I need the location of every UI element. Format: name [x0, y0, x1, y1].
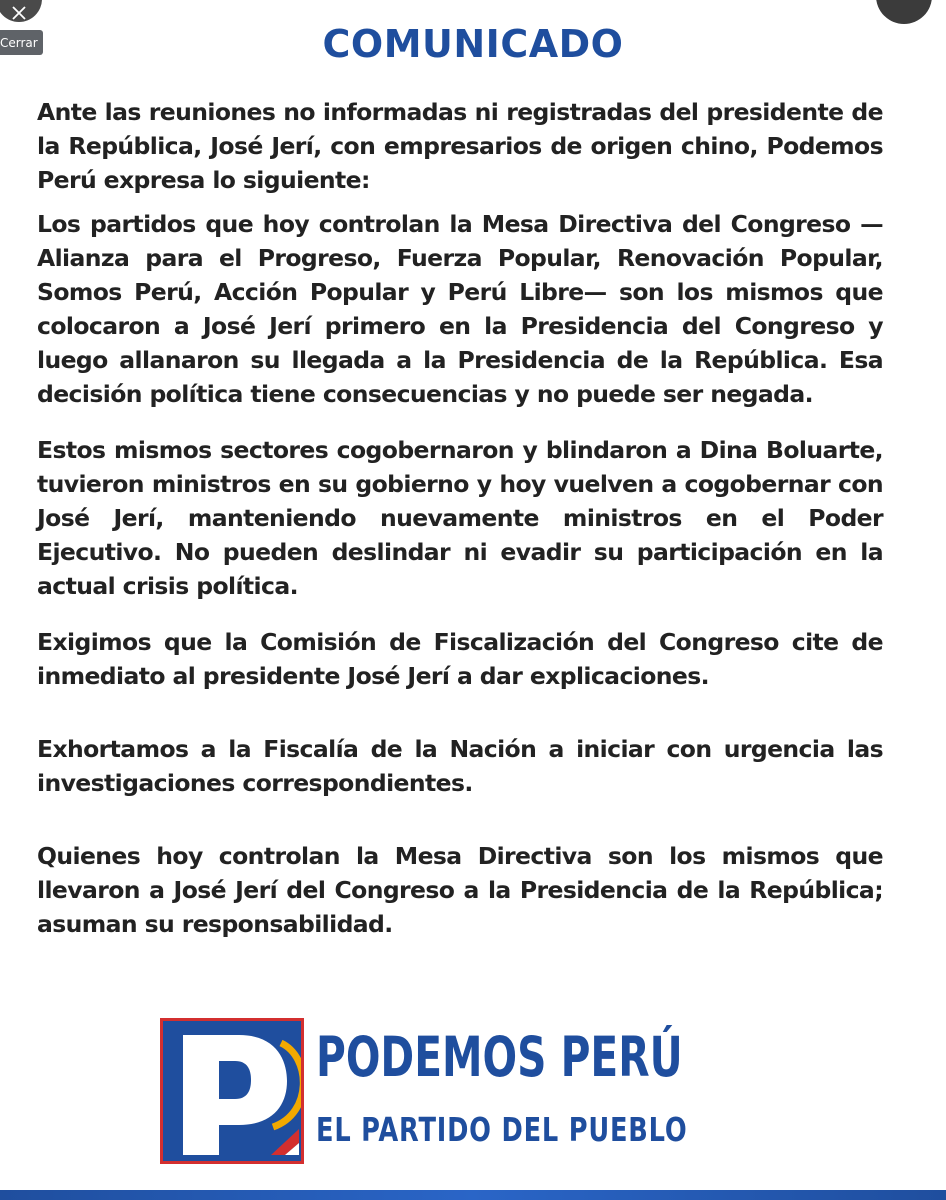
podemos-peru-logo: [160, 1018, 304, 1164]
paragraph-mesa-directiva: Los partidos que hoy controlan la Mesa Directiva del Congreso —Alianza para el Progreso, Fuerza Popular, Renovación Popular, Somos Perú, Acción Popular y Perú Libre— son los mismos que colocaron a José Jerí primero en la Presidencia del Congreso y luego allanaron su llegada a la Presidencia de la República. Esa decisión política tiene consecuencias y no puede ser negada.: [37, 210, 883, 408]
viewer-overlay-button[interactable]: [876, 0, 932, 24]
paragraph-fiscalia: Exhortamos a la Fiscalía de la Nación a iniciar con urgencia las investigaciones correspondientes.: [37, 735, 883, 797]
document-body: [37, 95, 883, 941]
close-tooltip: Cerrar: [0, 30, 43, 55]
document-title: COMUNICADO: [322, 22, 624, 66]
paragraph-cogobierno: Estos mismos sectores cogobernaron y blindaron a Dina Boluarte, tuvieron ministros en su gobierno y hoy vuelven a cogobernar con José Jerí, manteniendo nuevamente ministros en el Poder Ejecutivo. No pueden deslindar ni evadir su participación en la actual crisis política.: [37, 436, 883, 600]
brand-name: PODEMOS PERÚ: [316, 1025, 683, 1089]
bottom-bar: [0, 1190, 946, 1200]
paragraph-intro: Ante las reuniones no informadas ni registradas del presidente de la República, José Jerí, con empresarios de origen chino, Podemos Perú expresa lo siguiente:: [37, 98, 883, 194]
paragraph-comision-fiscalizacion: Exigimos que la Comisión de Fiscalización del Congreso cite de inmediato al presidente José Jerí a dar explicaciones.: [37, 628, 883, 690]
close-button[interactable]: [0, 0, 42, 22]
close-icon: [12, 6, 26, 20]
paragraph-conclusion: Quienes hoy controlan la Mesa Directiva son los mismos que llevaron a José Jerí del Congreso a la Presidencia de la República; asuman su responsabilidad.: [37, 842, 883, 938]
brand-tagline: EL PARTIDO DEL PUEBLO: [316, 1110, 688, 1149]
